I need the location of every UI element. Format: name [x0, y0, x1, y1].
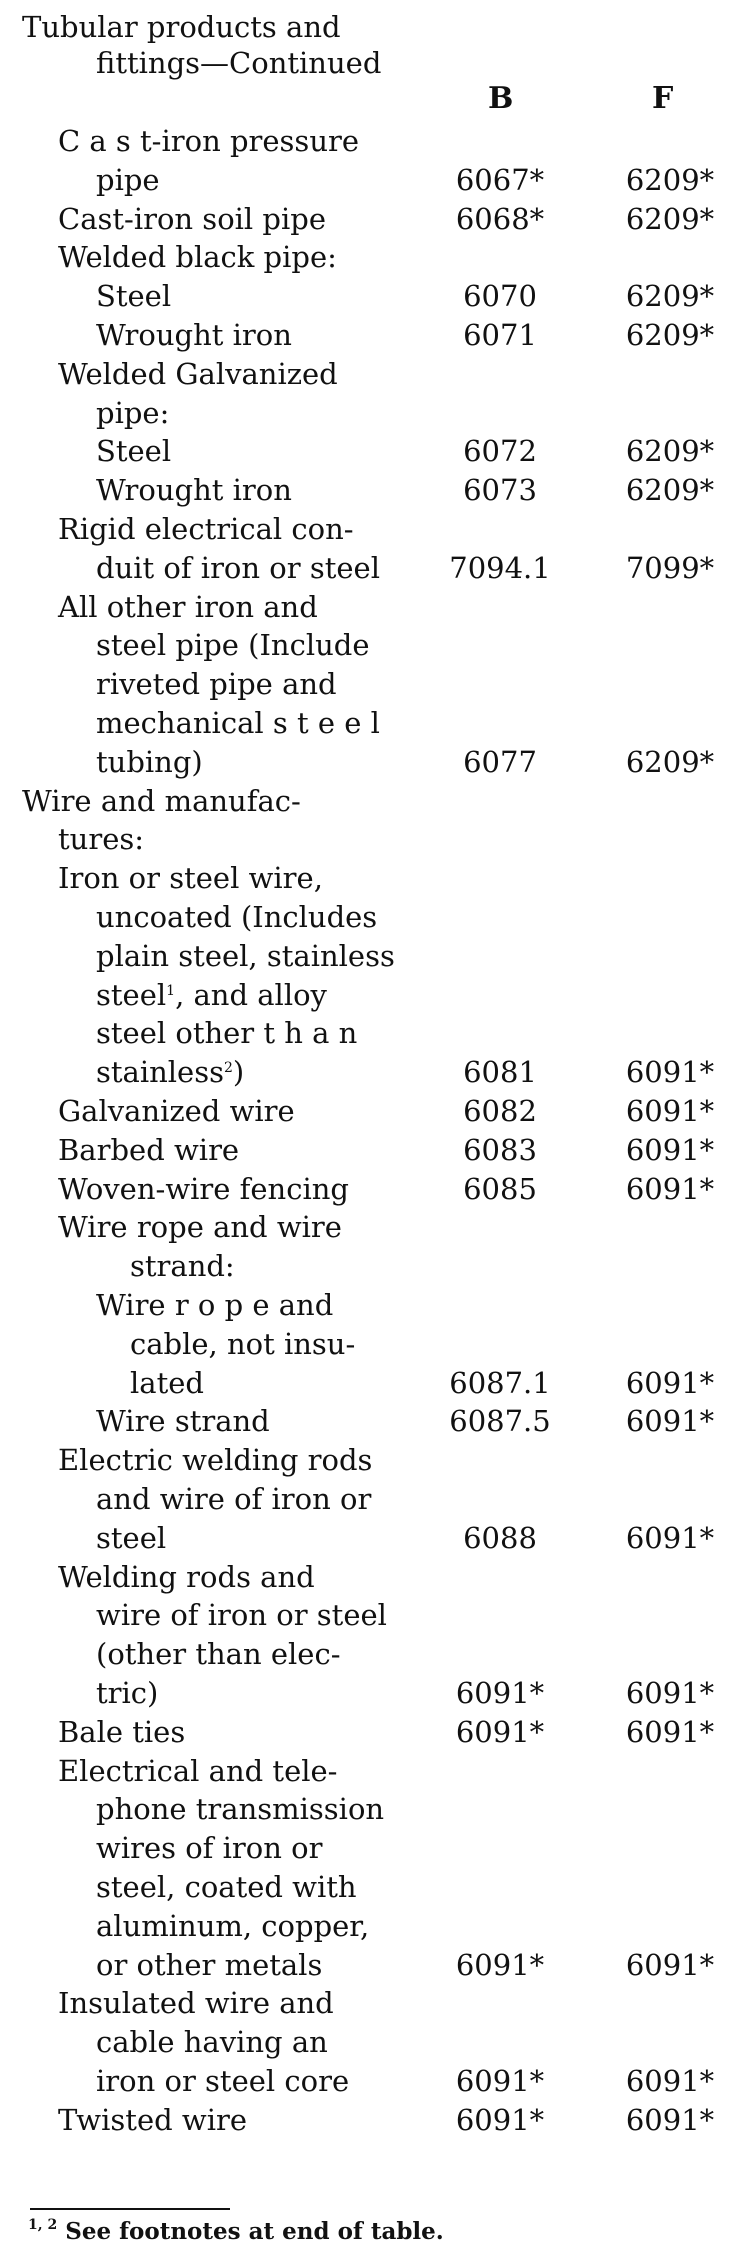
row-label-text: steel — [96, 1521, 167, 1555]
row-label-text: steel other t h a n — [96, 1016, 358, 1050]
row-label-text: tric) — [96, 1676, 159, 1710]
table-row — [0, 1014, 741, 1054]
row-label — [96, 1635, 341, 1673]
row-label-text: Cast-iron soil pipe — [58, 202, 326, 236]
row-label-text: Wrought iron — [96, 318, 292, 352]
column-f-value: 6209* — [625, 473, 715, 507]
row-label — [58, 1558, 315, 1596]
row-label — [58, 1208, 342, 1246]
row-label — [96, 1829, 322, 1867]
column-b-value: 6091* — [455, 1715, 545, 1749]
table-row — [0, 1790, 741, 1830]
table-row — [0, 316, 741, 356]
row-label — [58, 820, 144, 858]
row-label — [96, 1907, 369, 1945]
column-f-value: 6091* — [625, 2103, 715, 2137]
row-label — [96, 1480, 371, 1518]
row-label-text: lated — [130, 1366, 204, 1400]
row-label-text: tures: — [58, 822, 145, 856]
row-label — [130, 1247, 235, 1285]
column-b-value: 6091* — [455, 2103, 545, 2137]
column-f-value: 6209* — [625, 279, 715, 313]
row-label — [96, 704, 380, 742]
row-label — [96, 161, 160, 199]
table-row — [0, 549, 741, 589]
row-label-text: Welded black pipe: — [58, 240, 337, 274]
table-row — [0, 1713, 741, 1753]
column-f-value: 6091* — [625, 1172, 715, 1206]
row-label-text: or other metals — [96, 1948, 323, 1982]
row-label — [58, 1713, 185, 1751]
table-row — [0, 1946, 741, 1986]
row-label-text: pipe: — [96, 396, 170, 430]
row-label-text: cable having an — [96, 2025, 328, 2059]
row-label-text: Galvanized wire — [58, 1094, 295, 1128]
section-title-line2: fittings—Continued — [96, 46, 382, 80]
table-row — [0, 1519, 741, 1559]
table-row — [0, 743, 741, 783]
column-b-value: 6071 — [463, 318, 537, 352]
row-label-text: Insulated wire and — [58, 1986, 334, 2020]
table-row — [0, 1907, 741, 1947]
table-row — [0, 122, 741, 162]
row-label-text: and wire of iron or — [96, 1482, 372, 1516]
table-row — [0, 1868, 741, 1908]
row-label — [58, 510, 354, 548]
table-row — [0, 2062, 741, 2102]
row-label — [96, 743, 203, 781]
row-label-text: C a s t-iron pressure — [58, 124, 360, 158]
column-b-value: 6067* — [455, 163, 545, 197]
table-row — [0, 588, 741, 628]
table-row — [0, 471, 741, 511]
column-header-b: B — [488, 81, 514, 116]
row-label — [96, 1868, 357, 1906]
section-title-line1: Tubular products and — [22, 10, 341, 44]
row-label — [96, 626, 370, 664]
row-label — [96, 2023, 328, 2061]
row-label — [96, 394, 169, 432]
row-label-text: steel, coated with — [96, 1870, 357, 1904]
row-label — [96, 549, 380, 587]
table-row — [0, 1674, 741, 1714]
table-row — [0, 1053, 741, 1093]
column-b-value: 6077 — [463, 745, 537, 779]
column-b-value: 6070 — [463, 279, 537, 313]
row-label — [96, 2062, 349, 2100]
column-b-value: 6082 — [463, 1094, 537, 1128]
row-label — [96, 1596, 387, 1634]
row-label — [58, 588, 318, 626]
row-label-text: Barbed wire — [58, 1133, 240, 1167]
footnote-ref: 1 — [166, 983, 176, 999]
row-label-text: Wrought iron — [96, 473, 292, 507]
table-row — [0, 161, 741, 201]
column-f-value: 6209* — [625, 202, 715, 236]
table-row — [0, 510, 741, 550]
table-row — [0, 1092, 741, 1132]
row-label-text: Welded Galvanized — [58, 357, 338, 391]
table-row — [0, 1131, 741, 1171]
row-label — [96, 432, 171, 470]
row-label — [58, 1170, 349, 1208]
row-label-text: wire of iron or steel — [96, 1598, 387, 1632]
row-label-text: strand: — [130, 1249, 235, 1283]
row-label-text: Electric welding rods — [58, 1443, 373, 1477]
row-label — [96, 1790, 384, 1828]
row-label — [58, 355, 338, 393]
row-label-text: All other iron and — [58, 590, 318, 624]
row-label — [96, 1946, 322, 1984]
table-row — [0, 1402, 741, 1442]
table-row — [0, 432, 741, 472]
column-b-value: 6083 — [463, 1133, 537, 1167]
row-label — [96, 665, 337, 703]
row-label-text: steel pipe (Include — [96, 628, 370, 662]
row-label — [96, 898, 377, 936]
column-f-value: 6091* — [625, 1948, 715, 1982]
row-label-text: aluminum, copper, — [96, 1909, 370, 1943]
row-label — [96, 976, 327, 1014]
row-label-text: Wire strand — [96, 1404, 270, 1438]
row-label-text: uncoated (Includes — [96, 900, 378, 934]
row-label-text: Steel — [96, 279, 172, 313]
row-label-text: Iron or steel wire, — [58, 861, 323, 895]
column-f-value: 6091* — [625, 1404, 715, 1438]
row-label — [58, 2101, 247, 2139]
row-label — [96, 937, 395, 975]
table-row — [0, 1325, 741, 1365]
row-label — [58, 1752, 337, 1790]
column-b-value: 6073 — [463, 473, 537, 507]
row-label — [96, 1053, 244, 1091]
footnote-text: See footnotes at end of table. — [57, 2218, 444, 2245]
row-label-text: plain steel, stainless — [96, 939, 395, 973]
column-header-f: F — [652, 81, 674, 116]
row-label — [96, 1014, 357, 1052]
row-label — [58, 1131, 239, 1169]
table-row — [0, 937, 741, 977]
row-label-text: steel — [96, 978, 167, 1012]
table-row — [0, 394, 741, 434]
row-label-text-after: ) — [232, 1055, 245, 1089]
table-row — [0, 1286, 741, 1326]
row-label-text: Electrical and tele- — [58, 1754, 338, 1788]
row-label-text: Steel — [96, 434, 172, 468]
table-row — [0, 1208, 741, 1248]
table-row — [0, 1829, 741, 1869]
row-label — [58, 122, 359, 160]
table-row — [0, 200, 741, 240]
table-row — [0, 898, 741, 938]
table-row — [0, 1596, 741, 1636]
row-label-text: Twisted wire — [58, 2103, 248, 2137]
table-row — [0, 859, 741, 899]
row-label-text: Rigid electrical con- — [58, 512, 354, 546]
table-row — [0, 1364, 741, 1404]
row-label — [58, 859, 323, 897]
column-b-value: 6091* — [455, 1948, 545, 1982]
column-f-value: 6091* — [625, 1094, 715, 1128]
column-f-value: 6091* — [625, 1715, 715, 1749]
row-label-text: Wire r o p e and — [96, 1288, 334, 1322]
row-label — [58, 1984, 334, 2022]
table-row — [0, 665, 741, 705]
table-row — [0, 1558, 741, 1598]
table-row — [0, 1752, 741, 1792]
table-row — [0, 704, 741, 744]
table-row — [0, 1441, 741, 1481]
row-label-text: Woven-wire fencing — [58, 1172, 349, 1206]
column-b-value: 7094.1 — [449, 551, 551, 585]
row-label-text: duit of iron or steel — [96, 551, 380, 585]
table-row — [0, 1480, 741, 1520]
row-label-text: stainless — [96, 1055, 224, 1089]
row-label-text: iron or steel core — [96, 2064, 350, 2098]
row-label — [58, 1441, 372, 1479]
table-row — [0, 1984, 741, 2024]
table-row — [0, 1170, 741, 1210]
row-label — [96, 277, 171, 315]
row-label-text: Wire and manufac- — [22, 784, 301, 818]
row-label — [96, 1402, 270, 1440]
row-label — [58, 200, 326, 238]
row-label-text: tubing) — [96, 745, 203, 779]
row-label-text: mechanical s t e e l — [96, 706, 380, 740]
table-row — [0, 277, 741, 317]
column-b-value: 6087.5 — [449, 1404, 551, 1438]
column-b-value: 6087.1 — [449, 1366, 551, 1400]
column-b-value: 6072 — [463, 434, 537, 468]
row-label-text: (other than elec- — [96, 1637, 341, 1671]
footnote — [28, 2216, 444, 2248]
table-row — [0, 238, 741, 278]
footnote-rule — [30, 2208, 230, 2210]
column-f-value: 6091* — [625, 2064, 715, 2098]
table-row — [0, 2023, 741, 2063]
column-f-value: 6209* — [625, 163, 715, 197]
column-f-value: 6091* — [625, 1055, 715, 1089]
row-label — [58, 1092, 295, 1130]
column-f-value: 6091* — [625, 1133, 715, 1167]
row-label-text: riveted pipe and — [96, 667, 337, 701]
column-f-value: 7099* — [625, 551, 715, 585]
table-row — [0, 976, 741, 1016]
column-b-value: 6088 — [463, 1521, 537, 1555]
row-label-text: Wire rope and wire — [58, 1210, 342, 1244]
column-f-value: 6091* — [625, 1366, 715, 1400]
row-label — [22, 782, 301, 820]
row-label-text: wires of iron or — [96, 1831, 323, 1865]
row-label-text-after: , and alloy — [175, 978, 327, 1012]
row-label-text: pipe — [96, 163, 160, 197]
row-label-text: Welding rods and — [58, 1560, 315, 1594]
column-f-value: 6209* — [625, 434, 715, 468]
column-b-value: 6091* — [455, 2064, 545, 2098]
row-label — [130, 1364, 204, 1402]
row-label-text: Bale ties — [58, 1715, 186, 1749]
column-b-value: 6068* — [455, 202, 545, 236]
row-label — [96, 1286, 333, 1324]
row-label — [96, 471, 292, 509]
table-row — [0, 626, 741, 666]
column-b-value: 6081 — [463, 1055, 537, 1089]
table-row — [0, 820, 741, 860]
column-b-value: 6085 — [463, 1172, 537, 1206]
column-f-value: 6209* — [625, 318, 715, 352]
column-f-value: 6091* — [625, 1521, 715, 1555]
row-label-text: phone transmission — [96, 1792, 385, 1826]
row-label — [96, 1519, 166, 1557]
table-row — [0, 1247, 741, 1287]
table-row — [0, 355, 741, 395]
row-label — [96, 1674, 158, 1712]
row-label — [130, 1325, 355, 1363]
footnote-ref: 2 — [223, 1060, 233, 1076]
column-f-value: 6091* — [625, 1676, 715, 1710]
column-f-value: 6209* — [625, 745, 715, 779]
table-row — [0, 782, 741, 822]
column-b-value: 6091* — [455, 1676, 545, 1710]
table-row — [0, 2101, 741, 2141]
row-label-text: cable, not insu- — [130, 1327, 356, 1361]
row-label — [96, 316, 292, 354]
table-row — [0, 1635, 741, 1675]
row-label — [58, 238, 337, 276]
footnote-marks: 1, 2 — [28, 2217, 58, 2233]
